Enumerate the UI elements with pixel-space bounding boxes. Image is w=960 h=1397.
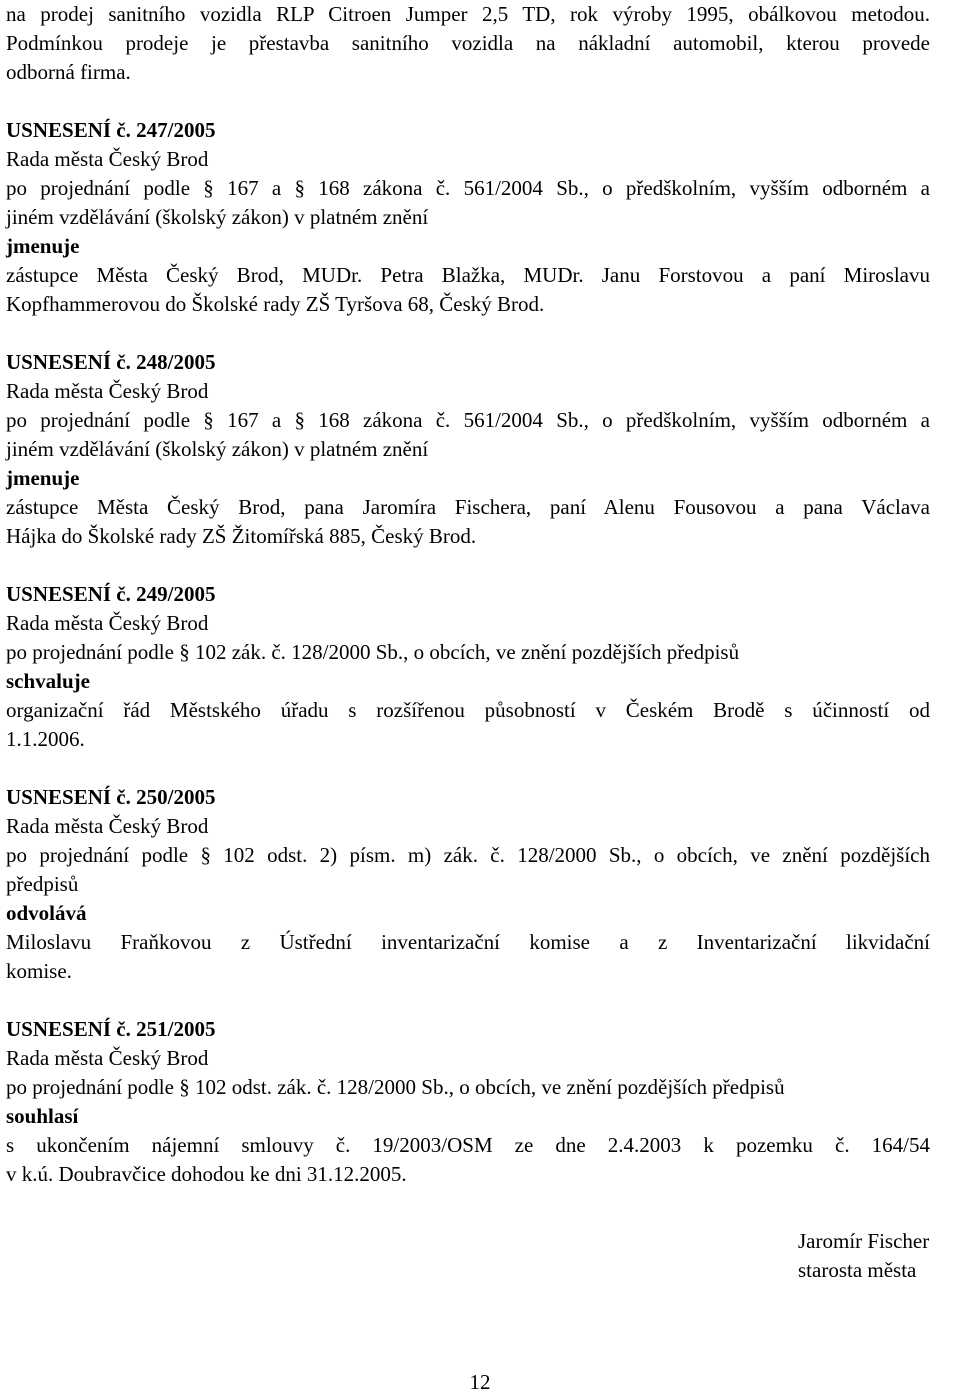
- resolution-body-line: organizační řád Městského úřadu s rozšířenou působností v Českém Brodě s účinností od: [6, 698, 930, 722]
- resolution-body-line: Hájka do Školské rady ZŠ Žitomířská 885, Český Brod.: [6, 524, 477, 548]
- resolution-body-line: zástupce Města Český Brod, MUDr. Petra Blažka, MUDr. Janu Forstovou a paní Miroslavu: [6, 263, 930, 287]
- legal-basis-line: po projednání podle § 102 zák. č. 128/2000 Sb., o obcích, ve znění pozdějších předpisů: [6, 640, 740, 664]
- resolution-heading: USNESENÍ č. 249/2005: [6, 582, 216, 606]
- signatory-title: starosta města: [798, 1258, 917, 1282]
- resolution-body-line: 1.1.2006.: [6, 727, 85, 751]
- legal-basis-line: po projednání podle § 167 a § 168 zákona č. 561/2004 Sb., o předškolním, vyšším odborném a: [6, 176, 930, 200]
- resolution-action: schvaluje: [6, 669, 90, 693]
- council-name: Rada města Český Brod: [6, 1046, 209, 1070]
- legal-basis-line: po projednání podle § 167 a § 168 zákona č. 561/2004 Sb., o předškolním, vyšším odborném a: [6, 408, 930, 432]
- legal-basis-line: po projednání podle § 102 odst. zák. č. 128/2000 Sb., o obcích, ve znění pozdějších předpisů: [6, 1075, 785, 1099]
- resolution-body-line: s ukončením nájemní smlouvy č. 19/2003/OSM ze dne 2.4.2003 k pozemku č. 164/54: [6, 1133, 930, 1157]
- resolution-action: odvolává: [6, 901, 87, 925]
- council-name: Rada města Český Brod: [6, 147, 209, 171]
- resolution-action: jmenuje: [6, 466, 80, 490]
- document-page: [6, 0, 930, 1189]
- resolution-251: [6, 1015, 930, 1189]
- resolution-body-line: v k.ú. Doubravčice dohodou ke dni 31.12.2005.: [6, 1162, 407, 1186]
- resolution-250: [6, 783, 930, 986]
- resolution-249: [6, 580, 930, 754]
- resolution-heading: USNESENÍ č. 247/2005: [6, 118, 216, 142]
- resolution-247: [6, 116, 930, 319]
- resolution-heading: USNESENÍ č. 248/2005: [6, 350, 216, 374]
- resolution-body-line: zástupce Města Český Brod, pana Jaromíra Fischera, paní Alenu Fousovou a pana Václava: [6, 495, 930, 519]
- resolution-248: [6, 348, 930, 551]
- intro-line: na prodej sanitního vozidla RLP Citroen Jumper 2,5 TD, rok výroby 1995, obálkovou metodou.: [6, 2, 930, 26]
- intro-line: Podmínkou prodeje je přestavba sanitního vozidla na nákladní automobil, kterou provede: [6, 31, 930, 55]
- legal-basis-line: předpisů: [6, 872, 79, 896]
- council-name: Rada města Český Brod: [6, 814, 209, 838]
- resolution-body-line: komise.: [6, 959, 72, 983]
- legal-basis-line: po projednání podle § 102 odst. 2) písm. m) zák. č. 128/2000 Sb., o obcích, ve znění pozdějších: [6, 843, 930, 867]
- signature-block: [798, 1227, 929, 1285]
- legal-basis-line: jiném vzdělávání (školský zákon) v platném znění: [6, 437, 429, 461]
- resolution-body-line: Miloslavu Fraňkovou z Ústřední inventarizační komise a z Inventarizační likvidační: [6, 930, 930, 954]
- intro-line: odborná firma.: [6, 60, 131, 84]
- council-name: Rada města Český Brod: [6, 611, 209, 635]
- resolution-heading: USNESENÍ č. 250/2005: [6, 785, 216, 809]
- resolution-heading: USNESENÍ č. 251/2005: [6, 1017, 216, 1041]
- council-name: Rada města Český Brod: [6, 379, 209, 403]
- legal-basis-line: jiném vzdělávání (školský zákon) v platném znění: [6, 205, 429, 229]
- resolution-action: souhlasí: [6, 1104, 79, 1128]
- resolution-body-line: Kopfhammerovou do Školské rady ZŠ Tyršova 68, Český Brod.: [6, 292, 545, 316]
- page-number: 12: [469, 1370, 491, 1394]
- signatory-name: Jaromír Fischer: [798, 1229, 930, 1253]
- resolution-action: jmenuje: [6, 234, 80, 258]
